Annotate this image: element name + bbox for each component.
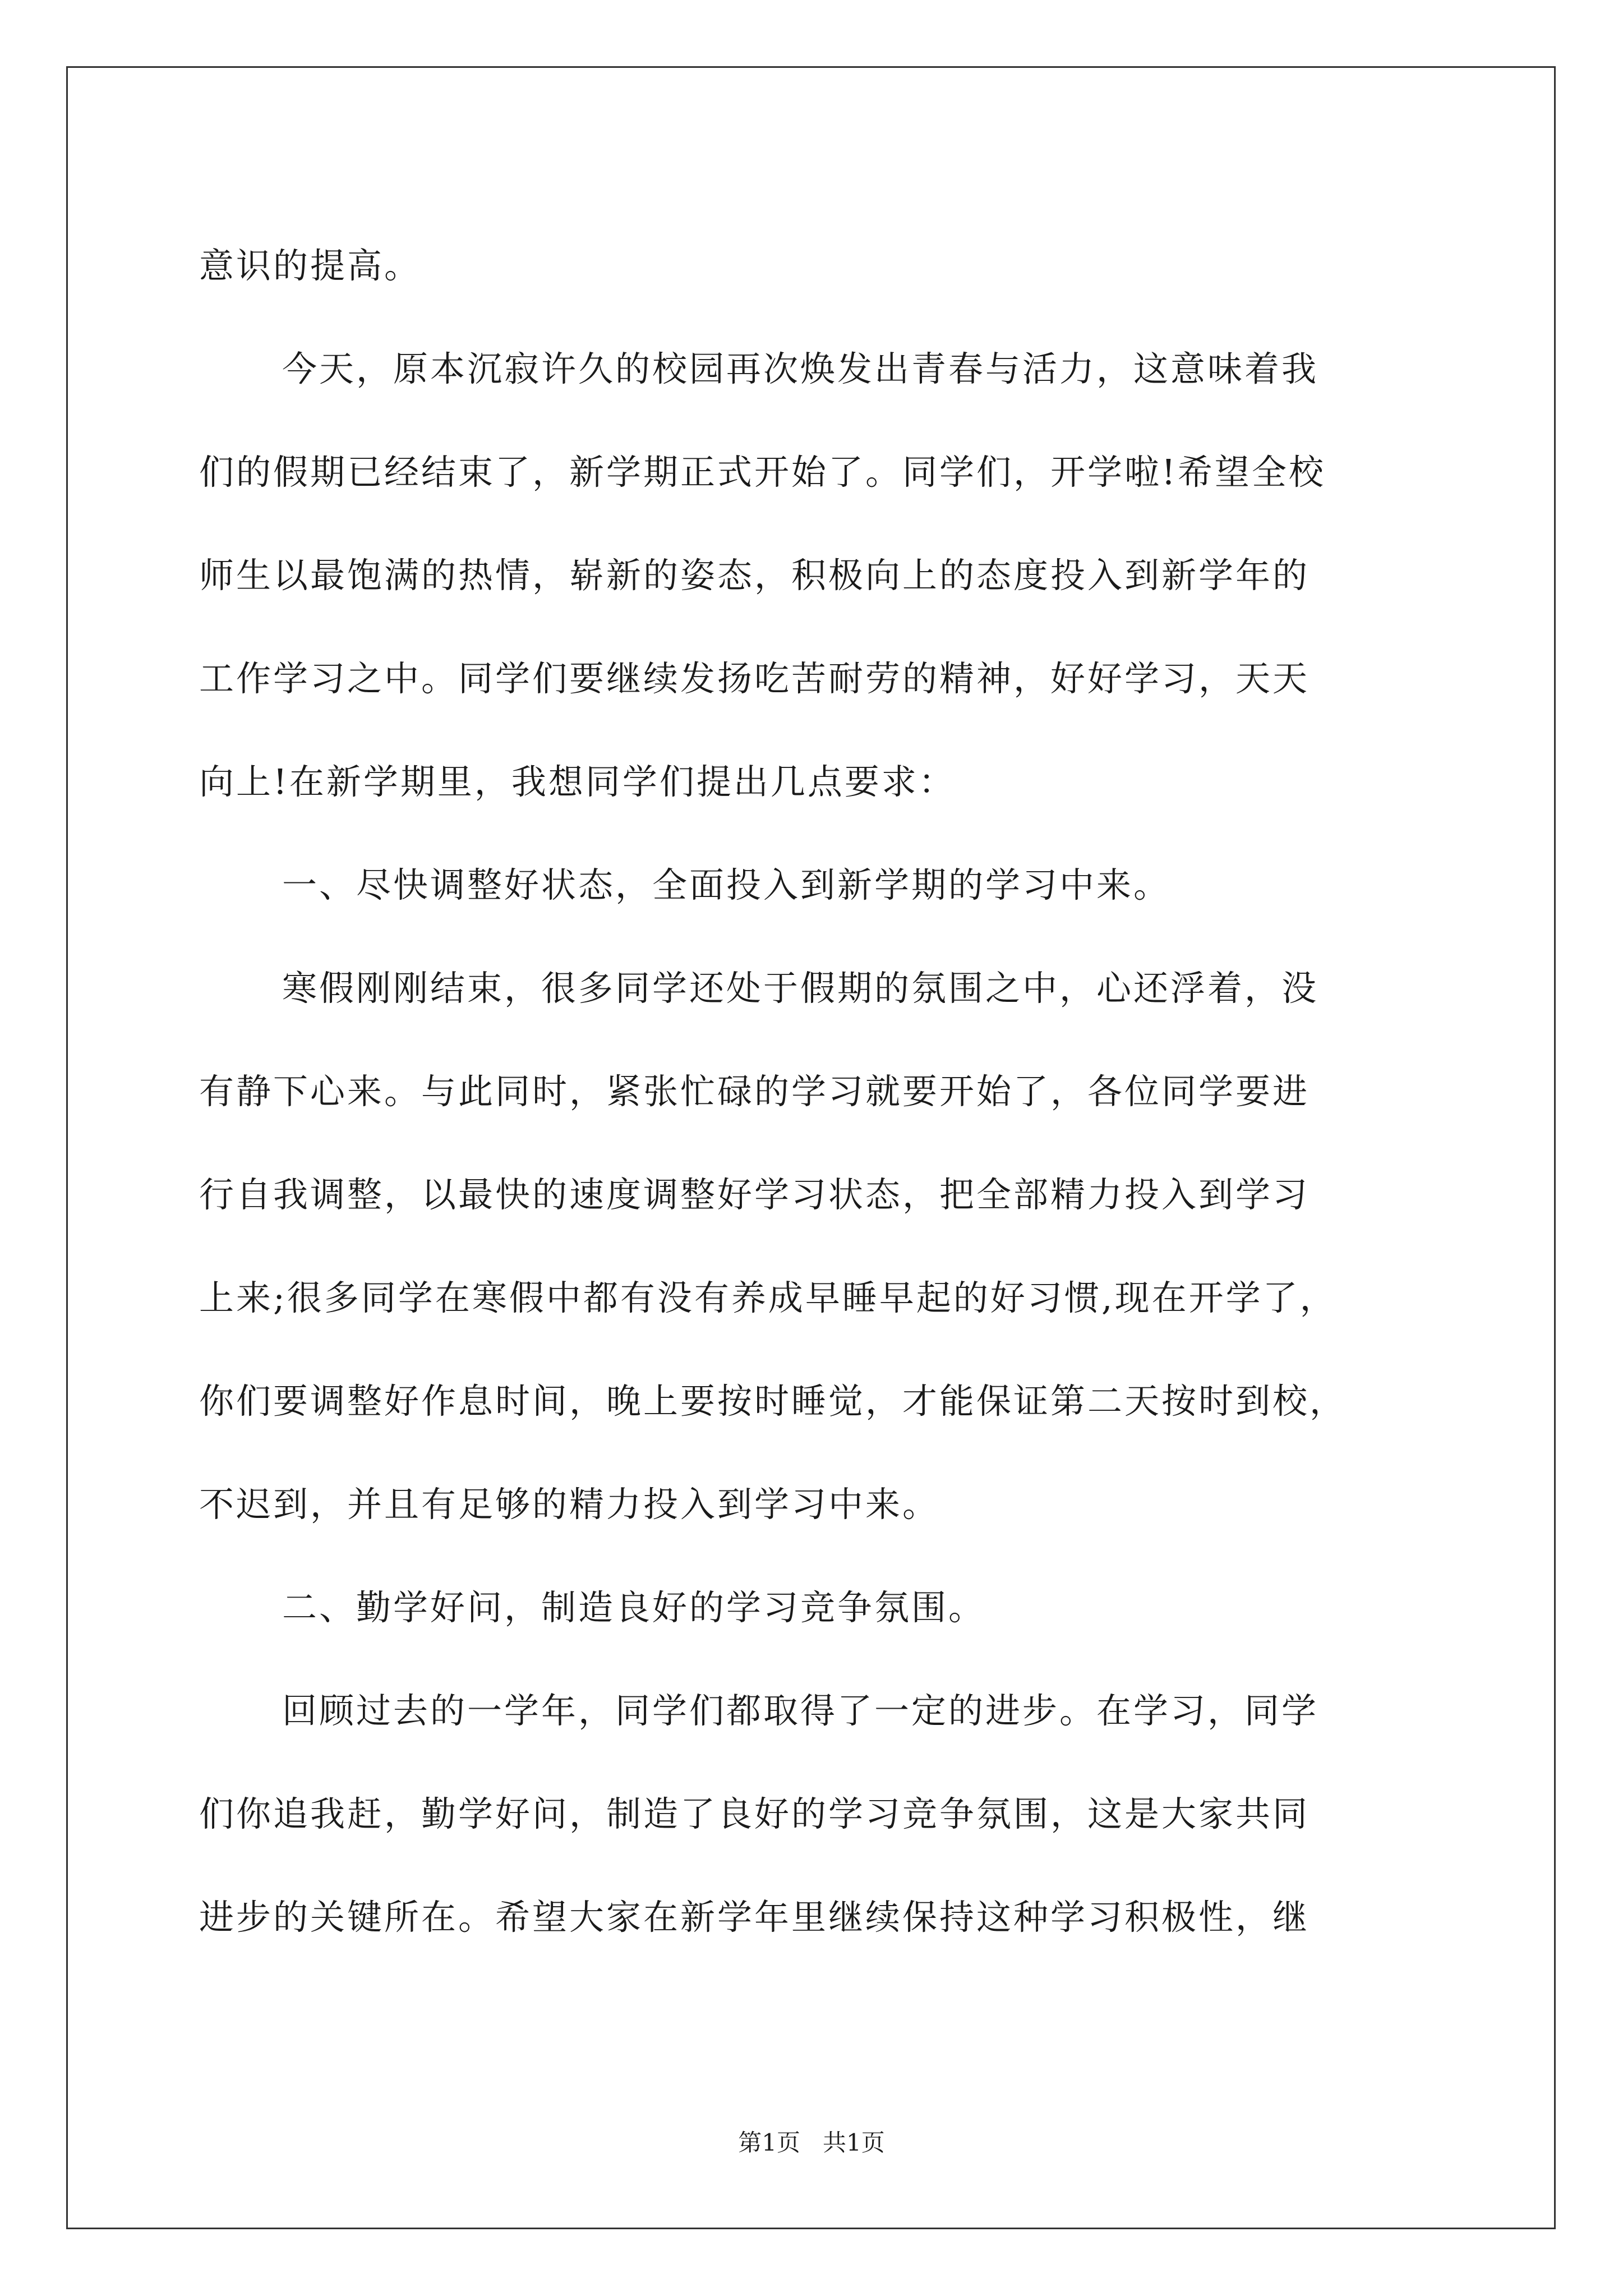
document-body (199, 214, 1424, 1969)
section-heading-1: 一、尽快调整好状态，全面投入到新学期的学习中来。 (282, 864, 1171, 905)
page-number-footer: 第1页 共1页 (738, 2129, 885, 2156)
text-line: 们的假期已经结束了，新学期正式开始了。同学们，开学啦!希望全校 (199, 452, 1326, 493)
text-line: 意识的提高。 (199, 245, 422, 286)
text-line: 进步的关键所在。希望大家在新学年里继续保持这种学习积极性，继 (199, 1897, 1310, 1938)
text-line: 师生以最饱满的热情，崭新的姿态，积极向上的态度投入到新学年的 (199, 555, 1310, 596)
section-heading-2: 二、勤学好问，制造良好的学习竞争氛围。 (282, 1587, 986, 1628)
paragraph-start: 回顾过去的一学年，同学们都取得了一定的进步。在学习，同学 (282, 1690, 1319, 1731)
text-line: 上来;很多同学在寒假中都有没有养成早睡早起的好习惯,现在开学了， (199, 1277, 1337, 1318)
text-line: 们你追我赶，勤学好问，制造了良好的学习竞争氛围，这是大家共同 (199, 1793, 1310, 1834)
text-line: 行自我调整，以最快的速度调整好学习状态，把全部精力投入到学习 (199, 1174, 1310, 1215)
text-line: 你们要调整好作息时间，晚上要按时睡觉，才能保证第二天按时到校， (199, 1381, 1347, 1421)
text-line: 向上!在新学期里，我想同学们提出几点要求： (199, 761, 956, 802)
paragraph-start: 今天，原本沉寂许久的校园再次焕发出青春与活力，这意味着我 (282, 348, 1319, 389)
text-line: 不迟到，并且有足够的精力投入到学习中来。 (199, 1484, 940, 1525)
text-line: 工作学习之中。同学们要继续发扬吃苦耐劳的精神，好好学习，天天 (199, 658, 1310, 699)
text-line: 有静下心来。与此同时，紧张忙碌的学习就要开始了，各位同学要进 (199, 1071, 1310, 1112)
paragraph-start: 寒假刚刚结束，很多同学还处于假期的氛围之中，心还浮着，没 (282, 968, 1319, 1009)
